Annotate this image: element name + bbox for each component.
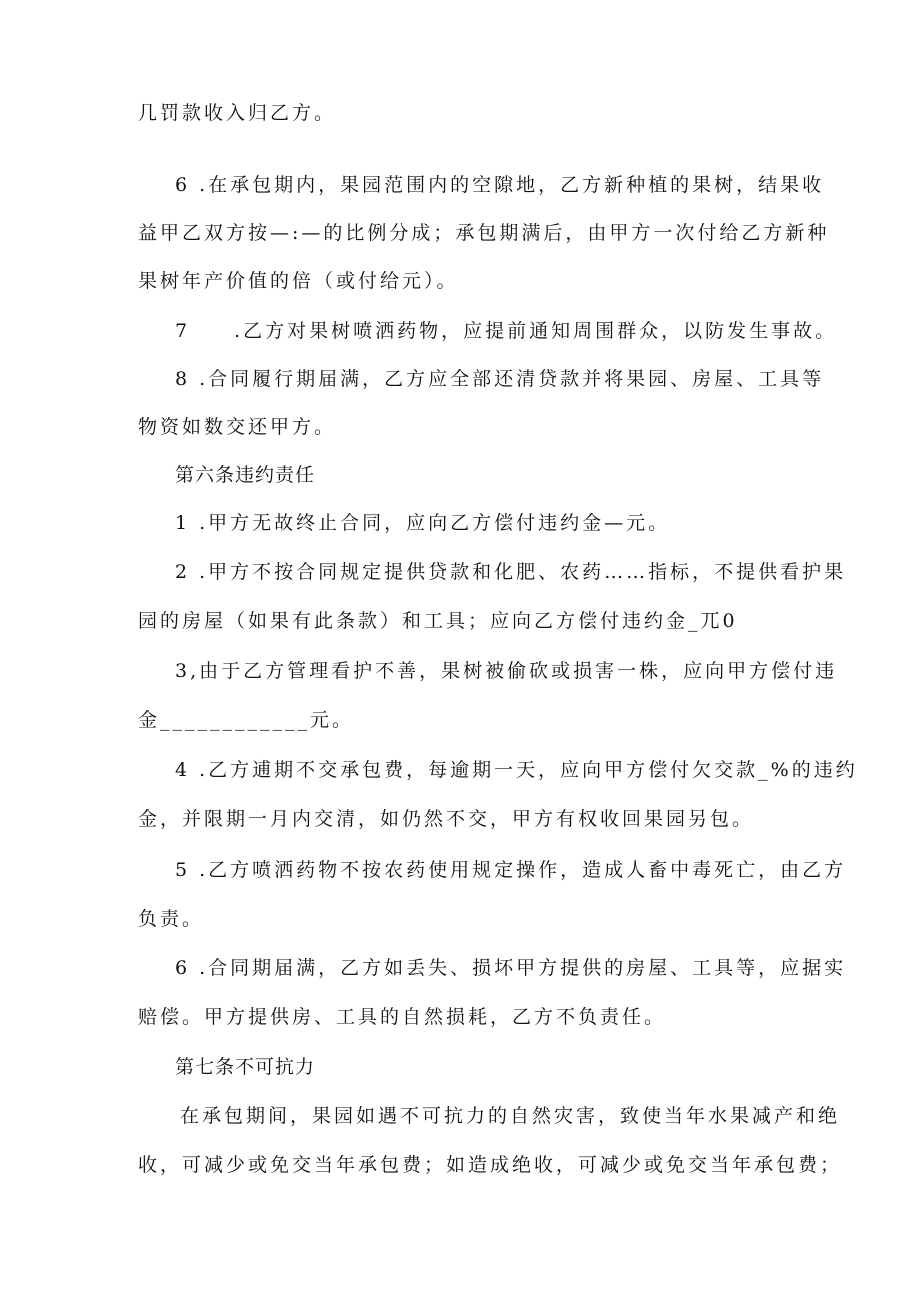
text-line-3: 益甲乙双方按—:—的比例分成；承包期满后，由甲方一次付给乙方新种 (138, 222, 830, 244)
text-line-14: 4 .乙方逋期不交承包费，每逾期一天，应向甲方偿付欠交款_%的违约 (175, 759, 858, 781)
text-line-18: 6 .合同期届满，乙方如丢失、损坏甲方提供的房屋、工具等，应据实 (175, 957, 847, 979)
text-line-12: 3,由于乙方管理看护不善，果树被偷砍或损害一株，应向甲方偿付违 (175, 660, 838, 682)
text-line-21: 在承包期间，果园如遇不可抗力的自然灾害，致使当年水果减产和绝 (180, 1105, 841, 1127)
section-heading-breach: 第六条违约责任 (175, 464, 316, 486)
text-line-22: 收，可减少或免交当年承包费；如造成绝收，可减少或免交当年承包费； (138, 1154, 843, 1176)
text-line-10: 2 .甲方不按合同规定提供贷款和化肥、农药……指标，不提供看护果 (175, 561, 847, 583)
text-line-1: 几罚款收入归乙方。 (138, 102, 337, 124)
text-line-7: 物资如数交还甲方。 (138, 416, 337, 438)
text-line-11: 园的房屋（如果有此条款）和工具；应向乙方偿付违约金_兀0 (138, 610, 738, 632)
text-line-13: 金____________元。 (138, 709, 355, 731)
section-heading-force-majeure: 第七条不可抗力 (175, 1056, 316, 1078)
text-line-16: 5 .乙方喷洒药物不按农药使用规定操作，造成人畜中毒死亡，由乙方 (175, 859, 847, 881)
text-line-2: 6 .在承包期内，果园范围内的空隙地，乙方新种植的果树，结果收 (175, 174, 825, 196)
text-line-5: 7 .乙方对果树喷洒药物，应提前通知周围群众，以防发生事故。 (175, 320, 838, 342)
text-line-19: 赔偿。甲方提供房、工具的自然损耗，乙方不负责任。 (138, 1006, 667, 1028)
text-line-15: 金，并限期一月内交清，如仍然不交，甲方有权收回果园另包。 (138, 808, 755, 830)
text-line-17: 负责。 (138, 908, 205, 930)
text-line-4: 果树年产价值的倍（或付给元）。 (138, 270, 459, 292)
text-line-6: 8 .合同履行期届满，乙方应全部还清贷款并将果园、房屋、工具等 (175, 368, 825, 390)
text-line-9: 1 .甲方无故终止合同，应向乙方偿付违约金—元。 (175, 512, 671, 534)
